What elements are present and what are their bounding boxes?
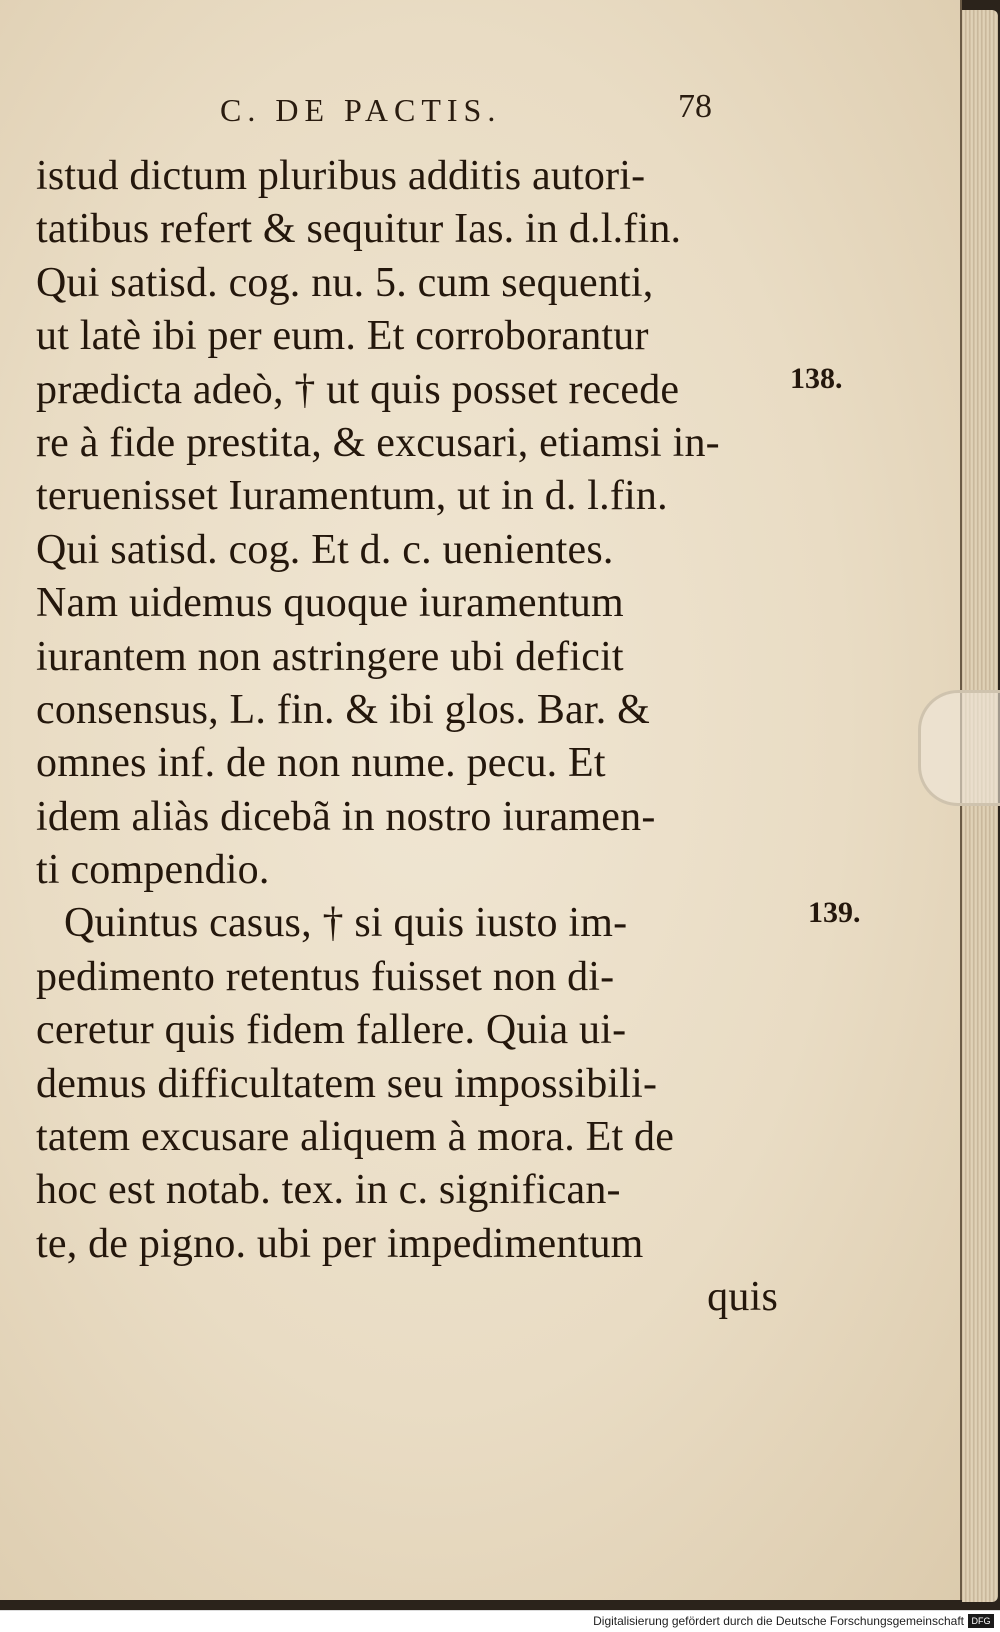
text-line: consensus, L. fin. & ibi glos. Bar. & — [36, 686, 651, 733]
text-line: demus difficultatem seu impossibili- — [36, 1060, 658, 1107]
text-line: istud dictum pluribus additis autori- — [36, 153, 646, 199]
text-line: iurantem non astringere ubi deficit — [36, 633, 624, 680]
text-line: omnes inf. de non nume. pecu. Et — [36, 740, 606, 787]
text-line: Quintus casus, † si quis iusto im- — [64, 900, 628, 947]
text-line: tatem excusare aliquem à mora. Et de — [36, 1114, 675, 1161]
footer-bar — [0, 1610, 1000, 1632]
text-line: ceretur quis fidem fallere. Quia ui- — [36, 1007, 627, 1054]
catchword: quis — [707, 1274, 778, 1321]
text-line: idem aliàs dicebã in nostro iuramen- — [36, 793, 656, 840]
text-line: tatibus refert & sequitur Ias. in d.l.fin. — [36, 206, 682, 253]
dfg-logo: DFG — [968, 1614, 994, 1628]
text-line: te, de pigno. ubi per impedimentum — [36, 1220, 644, 1267]
text-line: Qui satisd. cog. nu. 5. cum sequenti, — [36, 259, 654, 306]
body-text — [36, 150, 796, 1325]
page-edge — [962, 10, 998, 1602]
text-line: ti compendio. — [36, 847, 270, 894]
page-clip — [918, 690, 1000, 806]
text-line: prædicta adeò, † ut quis posset recede — [36, 366, 680, 413]
text-line: Nam uidemus quoque iuramentum — [36, 580, 624, 627]
text-line: pedimento retentus fuisset non di- — [36, 953, 615, 1000]
margin-note-138: 138. — [790, 362, 843, 395]
text-line: ut latè ibi per eum. Et corroborantur — [36, 313, 649, 360]
text-line: re à fide prestita, & excusari, etiamsi in- — [36, 419, 720, 466]
folio-number: 78 — [678, 88, 712, 125]
text-line: hoc est notab. tex. in c. significan- — [36, 1167, 621, 1214]
page-header — [0, 88, 960, 142]
running-title: C. DE PACTIS. — [220, 92, 502, 128]
text-line: Qui satisd. cog. Et d. c. uenientes. — [36, 526, 614, 573]
text-line: teruenisset Iuramentum, ut in d. l.fin. — [36, 473, 668, 520]
margin-note-139: 139. — [808, 896, 861, 929]
funding-credit: Digitalisierung gefördert durch die Deutsche Forschungsgemeinschaft — [593, 1614, 964, 1628]
